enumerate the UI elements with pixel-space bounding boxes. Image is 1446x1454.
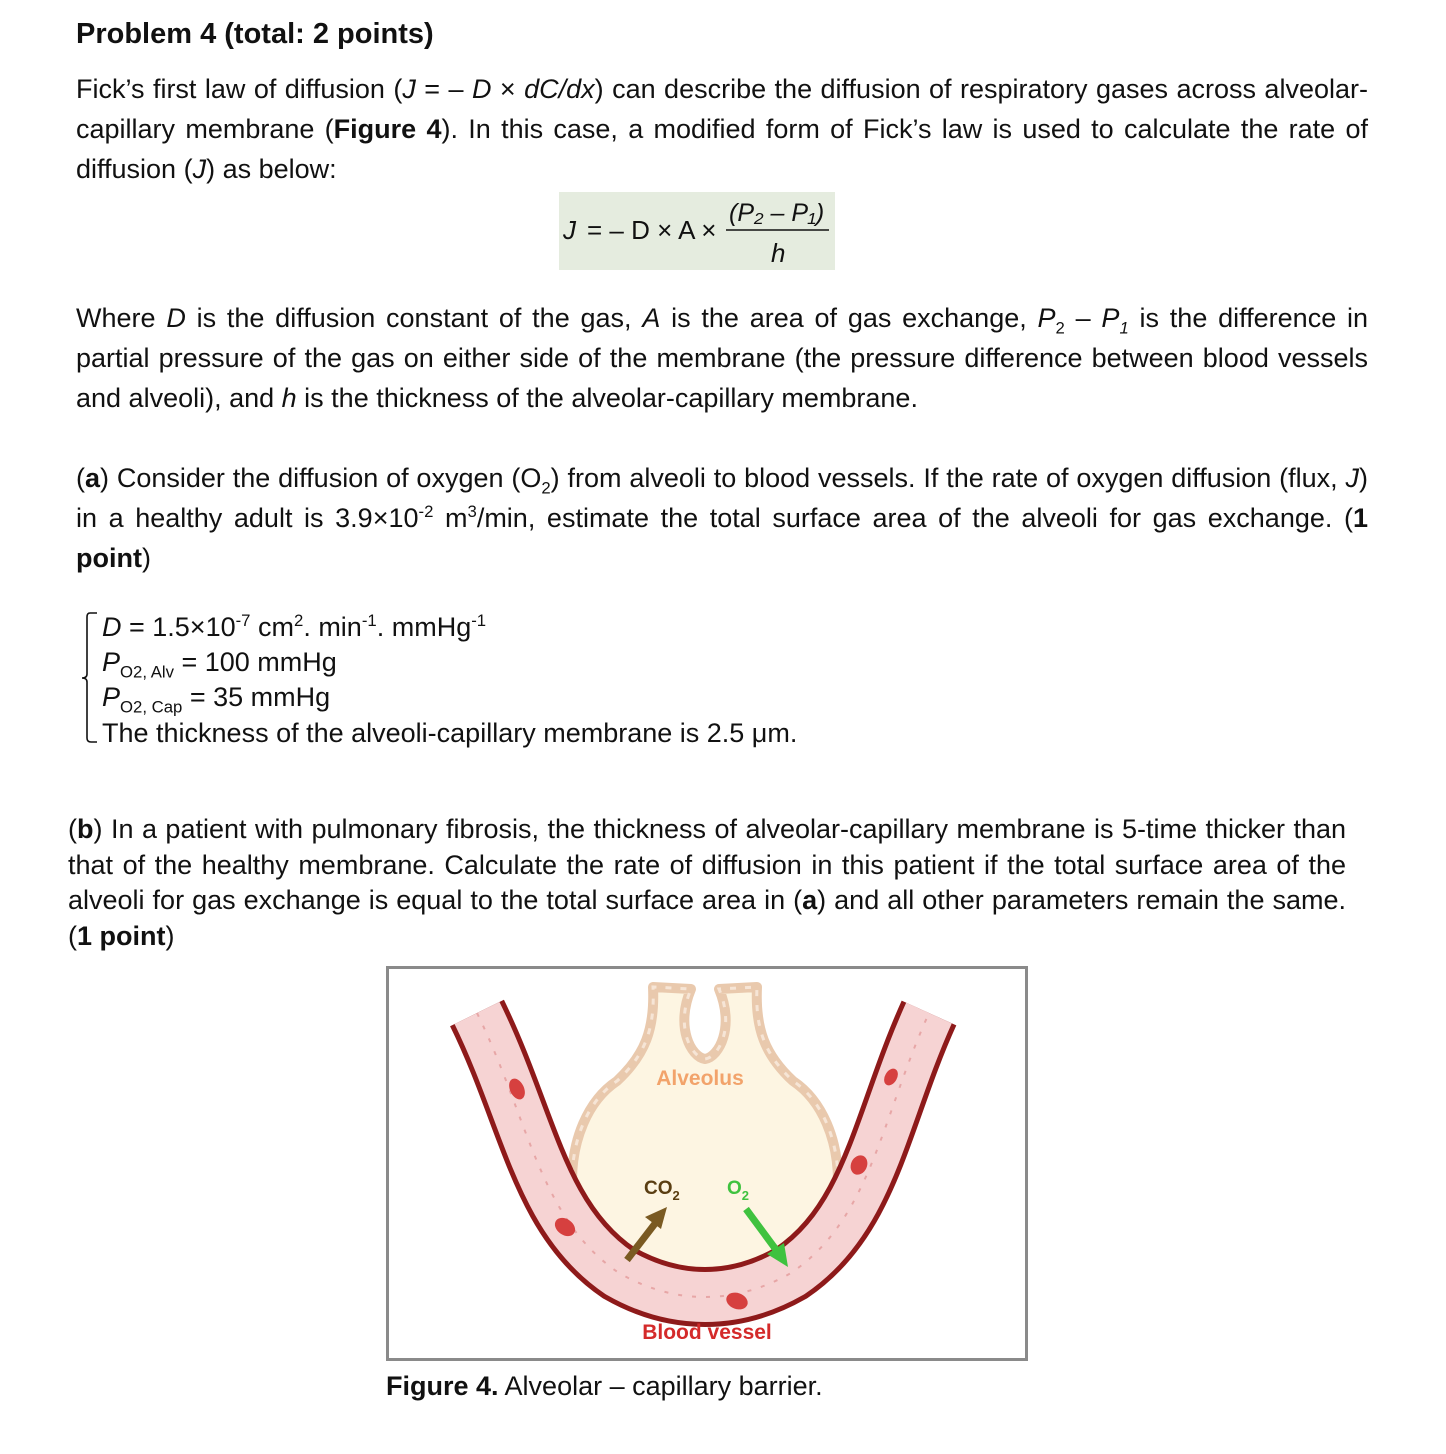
equation-denominator: h <box>771 238 786 268</box>
figure-reference: Figure 4 <box>333 114 442 144</box>
equation <box>559 192 835 270</box>
equation-lhs: J <box>563 215 576 245</box>
part-b-question: (b) In a patient with pulmonary fibrosis, the thickness of alveolar-capillary membrane is 5-time thicker than that of the healthy membrane. Calculate the rate of diffusion in this patient if the total surface area of the alveoli for gas exchange is equal to the total surface area in (a) and all other parameters remain the same. (1 point) <box>68 814 1347 951</box>
equation-middle: = – D × A × <box>587 215 717 245</box>
blood-vessel-label: Blood vessel <box>642 1321 772 1344</box>
where-paragraph: Where D is the diffusion constant of the gas, A is the area of gas exchange, $P_2 - P_1$ is the difference in partial pressure of the gas on either side of the membrane (the pressure difference between blood vessels and alveoli), and h is the thickness of the alveolar-capillary membrane. <box>76 303 1368 413</box>
equation-box <box>559 192 835 270</box>
intro-paragraph: Fick’s first law of diffusion (J = – D × dC/dx) can describe the diffusion of respiratory gases across alveolar-capillary membrane (Figure 4). In this case, a modified form of Fick’s law is used to calculate the rate of diffusion (J) as below: <box>76 74 1368 184</box>
curly-brace <box>82 612 102 744</box>
figure-caption: Figure 4. Alveolar – capillary barrier. <box>386 1371 823 1401</box>
part-b-label: b <box>77 814 94 844</box>
co2-label: $CO_2$ <box>644 1178 680 1203</box>
part-a-question: (a) Consider the diffusion of oxygen $(O_2)$ from alveoli to blood vessels. If the rate of oxygen diffusion (flux, J) in a healthy adult is $3.9\times 10^{-2}$ $m^3/\min$, estimate the total surface area of the alveoli for gas exchange. (1 point) <box>76 463 1369 573</box>
given-po2-alveolar: $P_{O2, Alv} = 100$ mmHg <box>102 647 337 682</box>
alveolar-capillary-illustration <box>389 969 1025 1358</box>
problem-heading: Problem 4 (total: 2 points) <box>76 18 434 50</box>
given-po2-capillary: $P_{O2, Cap} = 35$ mmHg <box>102 682 331 717</box>
equation-numerator: (P₂ – P₁) <box>729 199 825 227</box>
o2-label: $O_2$ <box>727 1178 750 1203</box>
given-thickness: The thickness of the alveoli-capillary membrane is 2.5 μm. <box>102 718 798 748</box>
given-diffusion-constant: $D = 1.5\times 10^{-7}$ $cm^2$. $\min^{-1}$. mmHg$^{-1}$ <box>102 611 487 642</box>
alveolus-label: Alveolus <box>656 1067 744 1090</box>
figure-4-diagram <box>386 966 1028 1361</box>
part-a-label: a <box>85 463 101 493</box>
